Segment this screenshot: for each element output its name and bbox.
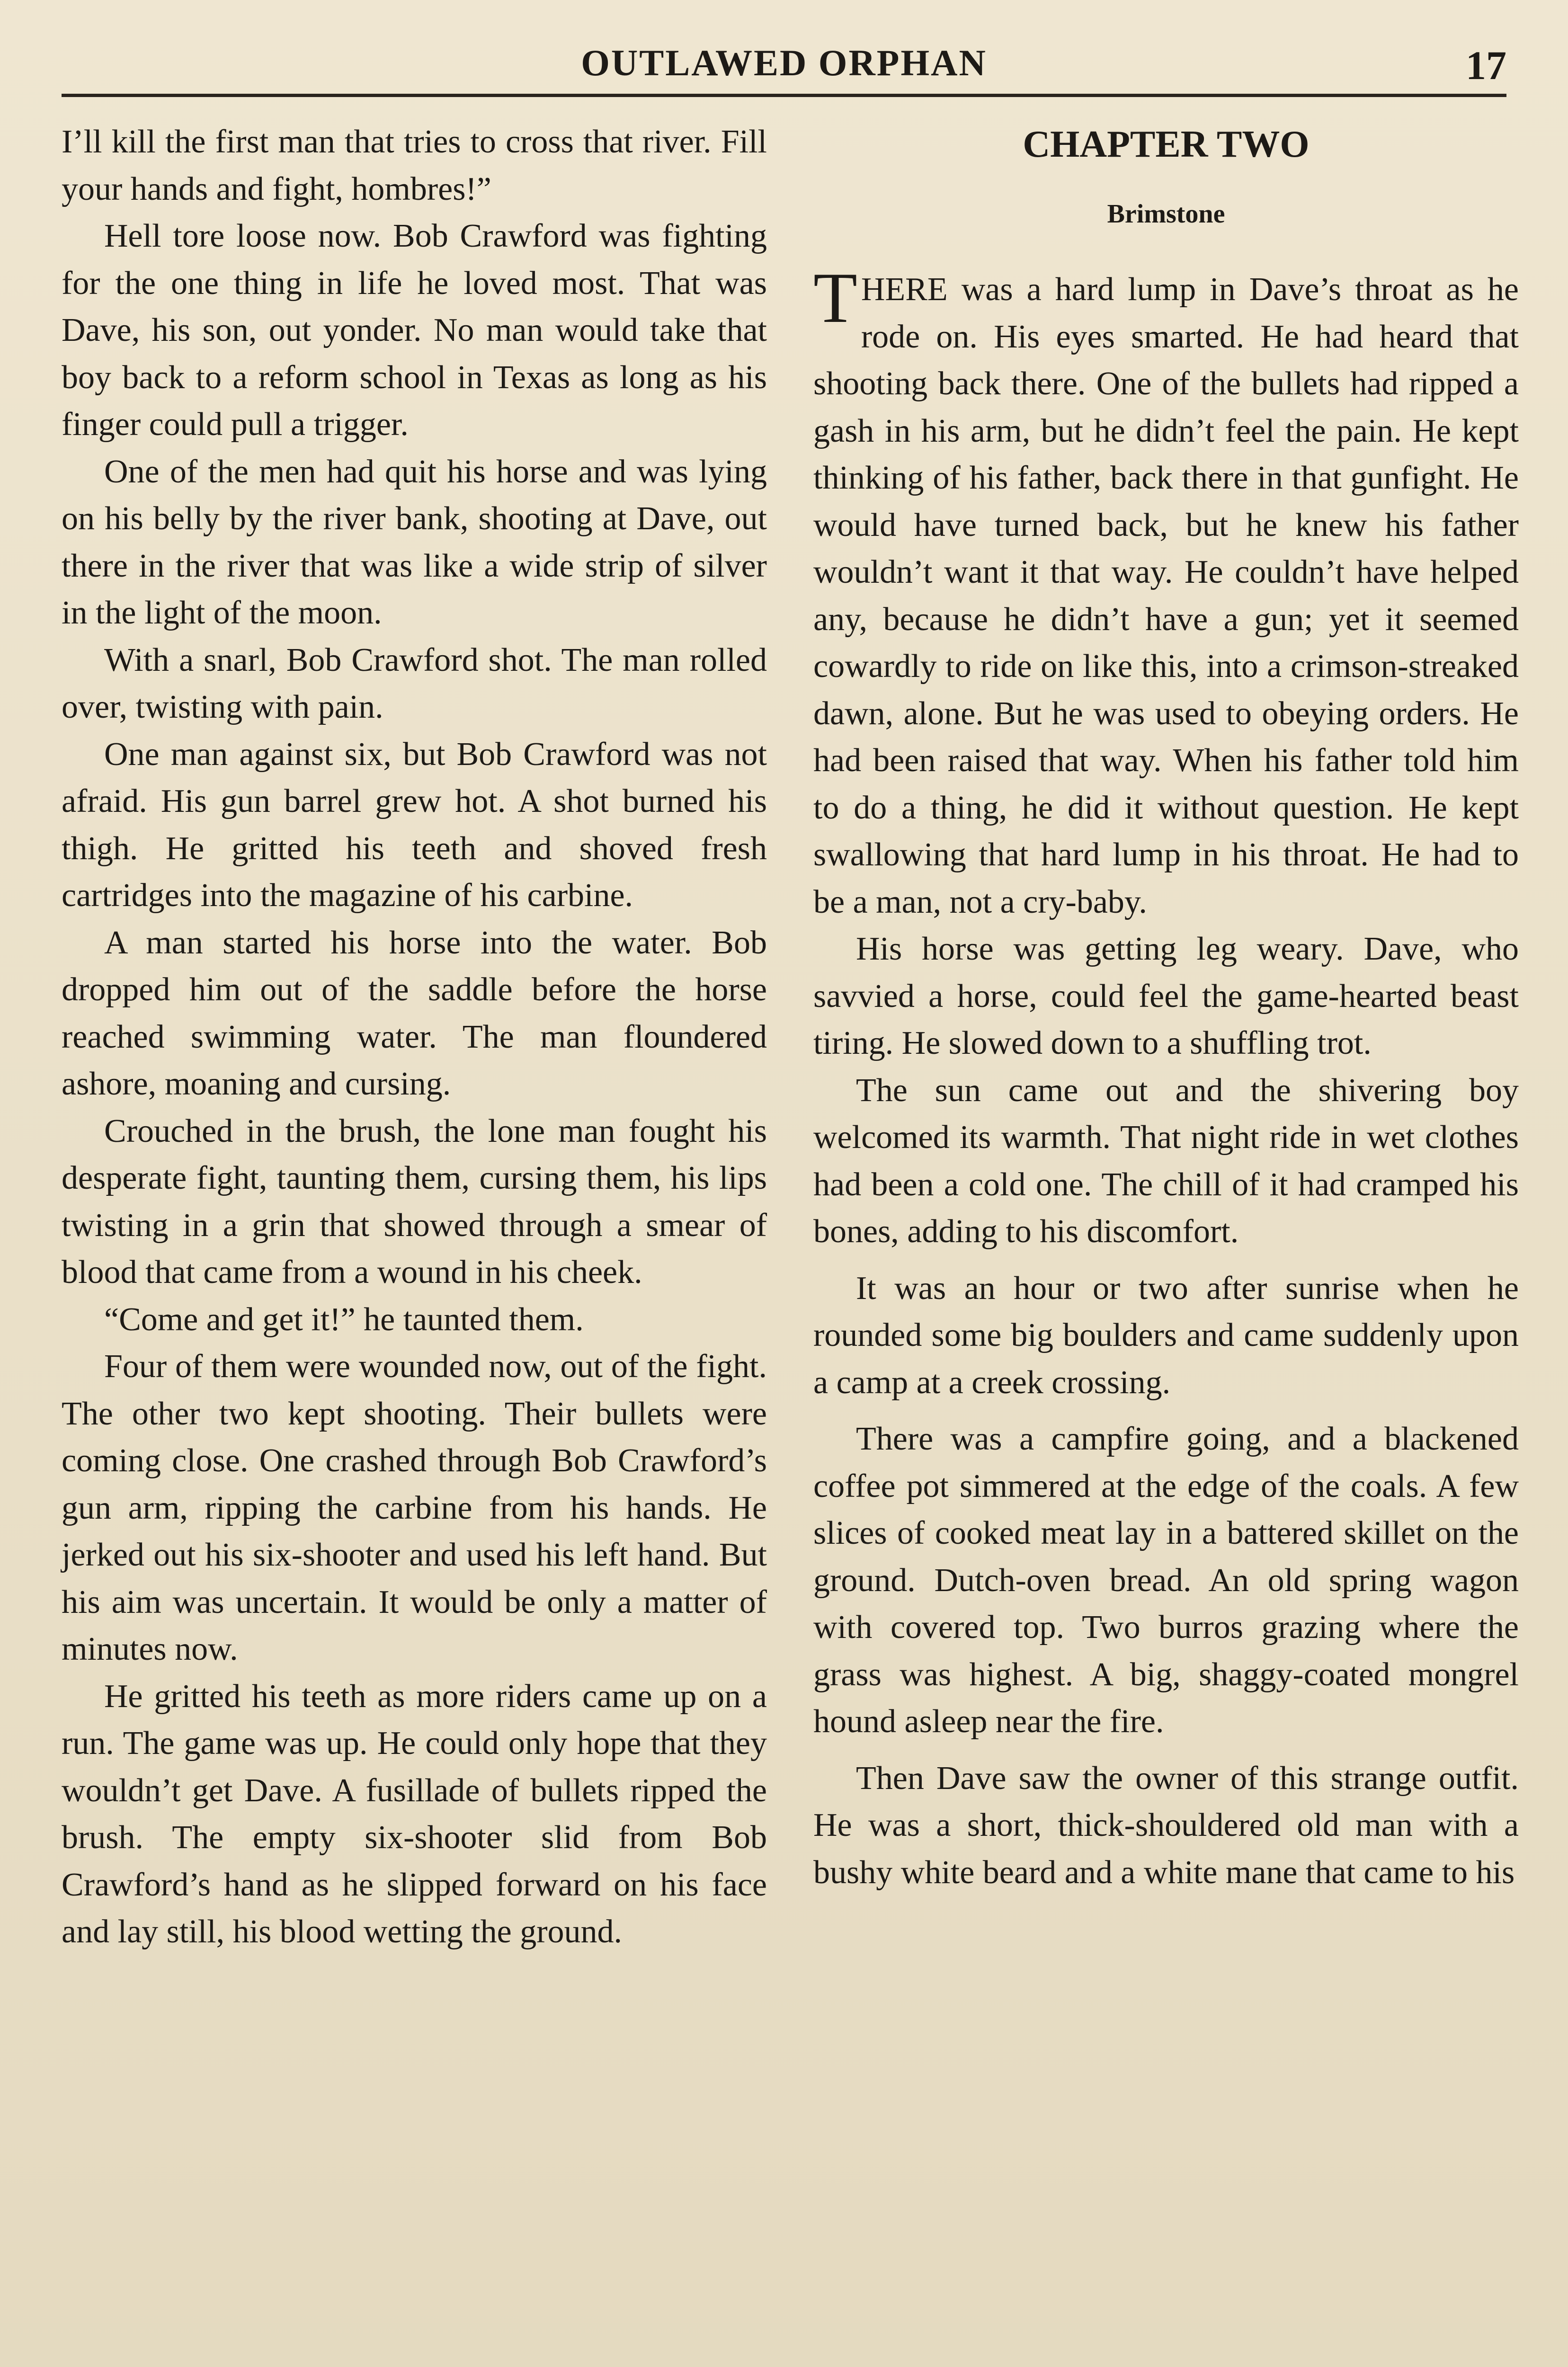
chapter-subtitle: Brimstone — [1107, 199, 1225, 229]
paragraph: I’ll kill the first man that tries to cross that river. Fill your hands and fight, hombres!” — [62, 124, 767, 207]
paragraph: With a snarl, Bob Crawford shot. The man rolled over, twisting with pain. — [62, 641, 767, 725]
opening-paragraph — [813, 258, 1519, 925]
paragraph: There was a campfire going, and a blackened coffee pot simmered at the edge of the coals. A few slices of cooked meat lay in a battered skillet on the ground. Dutch-oven bread. An old spring wagon with covered top. Two burros grazing where the grass was highest. A big, shaggy-coated mongrel hound asleep near the fire. — [813, 1421, 1519, 1740]
chapter-title: CHAPTER TWO — [1023, 124, 1310, 165]
paragraph: Then Dave saw the owner of this strange outfit. He was a short, thick-shouldered old man with a bushy white beard and a white mane that came to his — [813, 1760, 1519, 1891]
drop-cap: T — [813, 258, 857, 338]
paragraph: Four of them were wounded now, out of the fight. The other two kept shooting. Their bullets were coming close. One crashed through Bob Crawford’s gun arm, ripping the carbine from his hands. He jerked out his six-shooter and used his left hand. But his aim was uncertain. It would be only a matter of minutes now. — [62, 1348, 767, 1667]
paragraph: It was an hour or two after sunrise when he rounded some big boulders and came suddenly upon a camp at a creek crossing. — [813, 1270, 1519, 1401]
paragraph: Hell tore loose now. Bob Crawford was fighting for the one thing in life he loved most. That was Dave, his son, out yonder. No man would take that boy back to a reform school in Texas as long as his finger could pull a trigger. — [62, 218, 767, 443]
lead-small-caps: HERE — [861, 271, 948, 308]
paragraph: One man against six, but Bob Crawford was not afraid. His gun barrel grew hot. A shot burned his thigh. He gritted his teeth and shoved fresh cartridges into the magazine of his carbine. — [62, 736, 767, 914]
opening-paragraph-text: was a hard lump in Dave’s throat as he rode on. His eyes smarted. He had heard that shooting back there. One of the bullets had ripped a gash in his arm, but he didn’t feel the pain. He kept thinking of his father, back there in that gunfight. He would have turned back, but he knew his father wouldn’t want it that way. He couldn’t have helped any, because he didn’t have a gun; yet it seemed cowardly to ride on like this, into a crimson-streaked dawn, alone. But he was used to obeying orders. He had been raised that way. When his father told him to do a thing, he did it without question. He kept swallowing that hard lump in his throat. He had to be a man, not a cry-baby. — [813, 271, 1519, 920]
paragraph: The sun came out and the shivering boy welcomed its warmth. That night ride in wet clothes had been a cold one. The chill of it had cramped his bones, adding to his discomfort. — [813, 1072, 1519, 1250]
page-header — [62, 42, 1506, 97]
running-title: OUTLAWED ORPHAN — [581, 42, 987, 83]
paragraph: Crouched in the brush, the lone man fought his desperate fight, taunting them, cursing them, his lips twisting in a grin that showed through a smear of blood that came from a wound in his cheek. — [62, 1112, 767, 1290]
paragraph: He gritted his teeth as more riders came up on a run. The game was up. He could only hope that they wouldn’t get Dave. A fusillade of bullets ripped the brush. The empty six-shooter slid from Bob Crawford’s hand as he slipped forward on his face and lay still, his blood wetting the ground. — [62, 1678, 767, 1950]
paragraph: His horse was getting leg weary. Dave, who savvied a horse, could feel the game-hearted beast tiring. He slowed down to a shuffling trot. — [813, 931, 1519, 1061]
right-column — [813, 118, 1519, 1896]
paragraph: One of the men had quit his horse and was lying on his belly by the river bank, shooting at Dave, out there in the river that was like a wide strip of silver in the light of the moon. — [62, 453, 767, 631]
left-column — [62, 118, 767, 1956]
paragraph: “Come and get it!” he taunted them. — [104, 1301, 584, 1338]
page-number: 17 — [1466, 43, 1506, 88]
paragraph: A man started his horse into the water. Bob dropped him out of the saddle before the horse reached swimming water. The man floundered ashore, moaning and cursing. — [62, 924, 767, 1102]
